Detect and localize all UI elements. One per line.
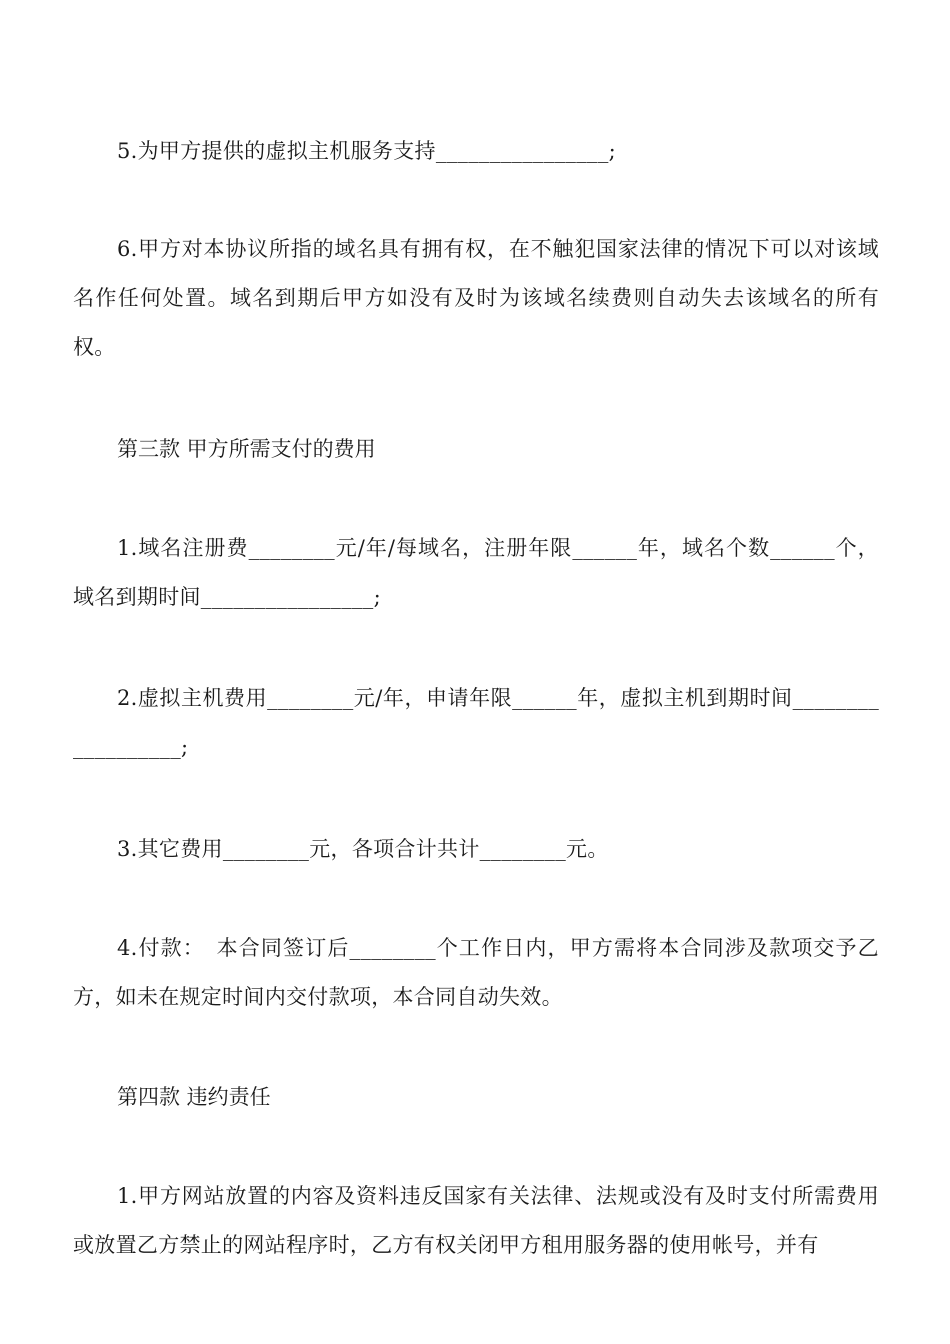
fee-item-payment-terms: 4.付款： 本合同签订后________个工作日内，甲方需将本合同涉及款项交予乙方，如未在规定时间内交付款项，本合同自动失效。 [73,936,879,1009]
clause-6-domain-ownership: 6.甲方对本协议所指的域名具有拥有权，在不触犯国家法律的情况下可以对该域名作任何处置。域名到期后甲方如没有及时为该域名续费则自动失去该域名的所有权。 [73,237,879,359]
fee-item-virtual-host: 2.虚拟主机费用________元/年，申请年限______年，虚拟主机到期时间__________________; [73,686,879,759]
fee-item-domain-registration: 1.域名注册费________元/年/每域名，注册年限______年，域名个数______个，域名到期时间________________; [73,536,879,609]
breach-item-1: 1.甲方网站放置的内容及资料违反国家有关法律、法规或没有及时支付所需费用或放置乙方禁止的网站程序时，乙方有权关闭甲方租用服务器的使用帐号，并有 [73,1184,879,1257]
section-heading-breach: 第四款 违约责任 [117,1085,271,1109]
section-heading-fees: 第三款 甲方所需支付的费用 [117,437,376,461]
fee-item-other-fees: 3.其它费用________元，各项合计共计________元。 [117,837,609,861]
clause-5-hosting-support: 5.为甲方提供的虚拟主机服务支持________________; [117,139,617,163]
